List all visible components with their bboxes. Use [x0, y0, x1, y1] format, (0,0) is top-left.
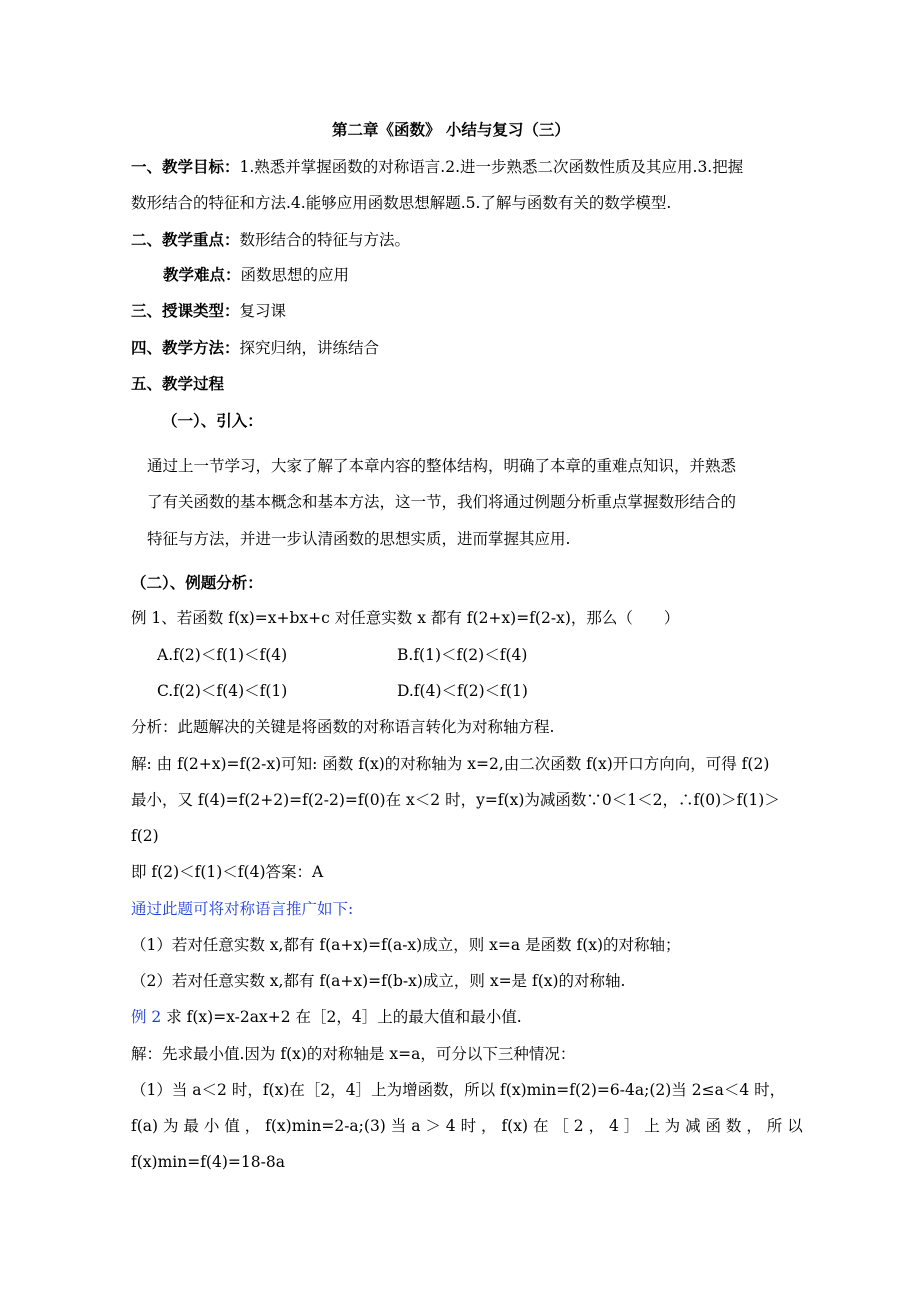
lesson-type-line [131, 301, 286, 321]
example-1-option-d: D.f(4)＜f(2)＜f(1) [397, 682, 528, 700]
example-1-solution-line-3: f(2) [131, 827, 159, 845]
difficulty-label: 教学难点： [163, 265, 241, 284]
example-1-question: 例 1、若函数 f(x)=x+bx+c 对任意实数 x 都有 f(2+x)=f(2-x)，那么（ ） [131, 609, 680, 627]
objectives-text-1: 1.熟悉并掌握函数的对称语言.2.进一步熟悉二次函数性质及其应用.3.把握 [239, 158, 744, 176]
method-label: 四、教学方法： [131, 338, 240, 357]
key-points-text: 数形结合的特征与方法。 [239, 231, 411, 249]
example-1-solution-line-1: 解: 由 f(2+x)=f(2-x)可知: 函数 f(x)的对称轴为 x=2,由二次函数 f(x)开口方向向，可得 f(2) [131, 755, 770, 773]
difficulty-text: 函数思想的应用 [240, 266, 350, 284]
example-2-question [131, 1007, 522, 1027]
example-2-case-line-3: f(x)min=f(4)=18-8a [131, 1153, 285, 1171]
example-1-option-c: C.f(2)＜f(4)＜f(1) [157, 682, 288, 700]
example-2-case-line-1: （1）当 a＜2 时，f(x)在［2，4］上为增函数，所以 f(x)min=f(2)=6-4a;(2)当 2≤a＜4 时， [131, 1081, 786, 1099]
intro-paragraph-line-1: 通过上一节学习，大家了解了本章内容的整体结构，明确了本章的重难点知识，并熟悉 [147, 457, 737, 475]
page-title: 第二章《函数》 小结与复习（三） [332, 120, 570, 139]
method-text: 探究归纳，讲练结合 [239, 339, 380, 357]
method-line [131, 338, 379, 358]
symmetry-rule-1: （1）若对任意实数 x,都有 f(a+x)=f(a-x)成立，则 x=a 是函数 f(x)的对称轴； [131, 936, 681, 954]
example-1-answer: 即 f(2)＜f(1)＜f(4)答案：A [131, 863, 324, 881]
examples-heading: （二）、例题分析： [131, 573, 263, 592]
example-2-solution-intro: 解：先求最小值.因为 f(x)的对称轴是 x=a，可分以下三种情况： [131, 1045, 576, 1063]
symmetry-rule-2: （2）若对任意实数 x,都有 f(a+x)=f(b-x)成立，则 x=是 f(x)的对称轴. [131, 972, 626, 990]
intro-paragraph-line-2: 了有关函数的基本概念和基本方法，这一节，我们将通过例题分析重点掌握数形结合的 [147, 493, 737, 511]
intro-heading: （一）、引入： [162, 411, 263, 430]
objectives-line-2: 数形结合的特征和方法.4.能够应用函数思想解题.5.了解与函数有关的数学模型. [131, 194, 672, 212]
intro-paragraph-line-3: 特征与方法，并进一步认清函数的思想实质，进而掌握其应用. [147, 530, 571, 548]
example-1-option-b: B.f(1)＜f(2)＜f(4) [397, 646, 528, 664]
lesson-type-text: 复习课 [239, 302, 287, 320]
generalize-note: 通过此题可将对称语言推广如下: [131, 900, 354, 918]
difficulty-line [163, 265, 349, 285]
example-2-text: 求 f(x)=x-2ax+2 在［2，4］上的最大值和最小值. [161, 1008, 522, 1026]
objectives-label: 一、教学目标： [131, 157, 240, 176]
example-1-analysis: 分析：此题解决的关键是将函数的对称语言转化为对称轴方程. [131, 718, 555, 736]
key-points-label: 二、教学重点： [131, 230, 240, 249]
process-heading: 五、教学过程 [131, 374, 225, 393]
example-2-label: 例 2 [131, 1008, 162, 1026]
key-points-line [131, 230, 410, 250]
objectives-line-1 [131, 157, 743, 177]
example-1-option-a: A.f(2)＜f(1)＜f(4) [157, 646, 288, 664]
example-2-case-line-2: f(a) 为 最 小 值 ， f(x)min=2-a;(3) 当 a ＞ 4 时 ， f(x) 在 ［ 2 ， 4 ］ 上 为 减 函 数 ， 所 以 [131, 1117, 803, 1135]
example-1-solution-line-2: 最小，又 f(4)=f(2+2)=f(2-2)=f(0)在 x＜2 时，y=f(x)为减函数∵0＜1＜2，∴f(0)＞f(1)＞ [131, 791, 780, 809]
lesson-type-label: 三、授课类型： [131, 301, 240, 320]
